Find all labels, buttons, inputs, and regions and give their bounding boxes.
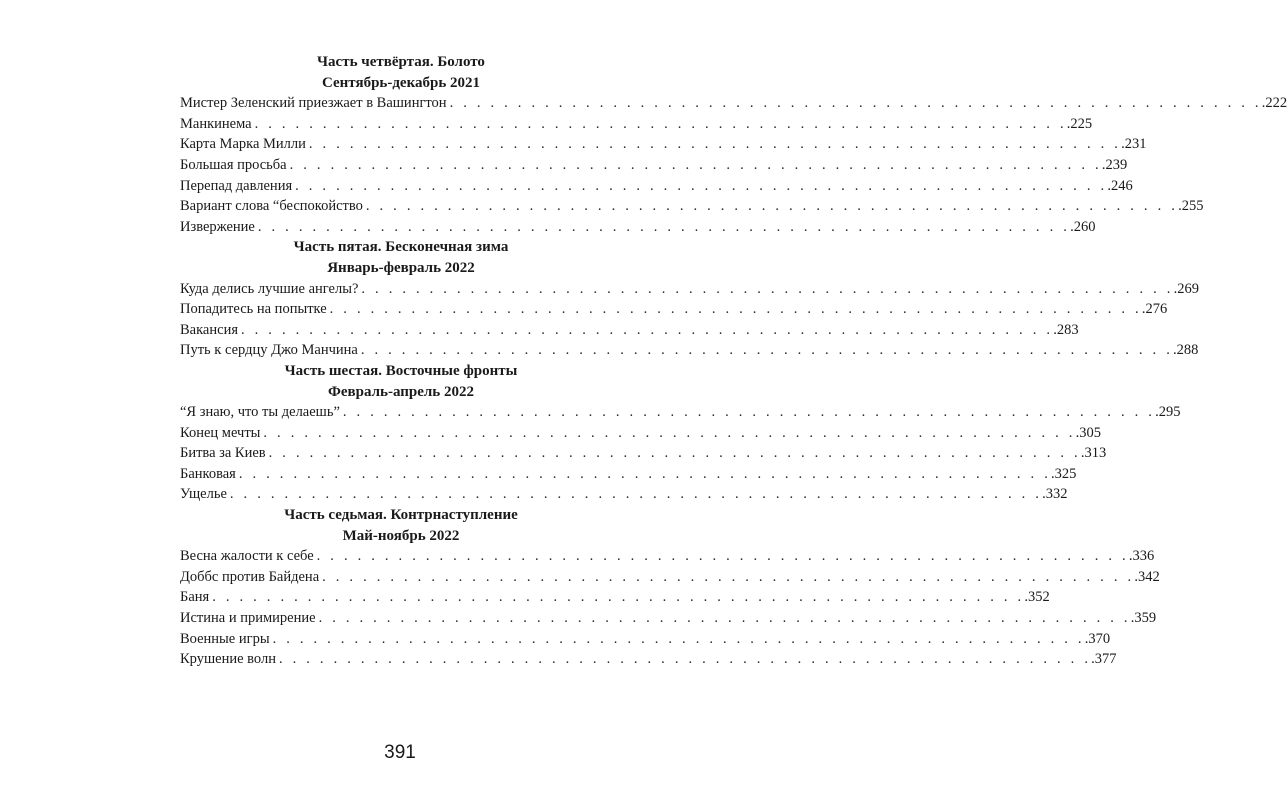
entry-page-number: .276 [1141, 301, 1168, 318]
toc-entry [180, 464, 1077, 485]
part-title: Часть седьмая. Контрнаступление [284, 507, 518, 524]
toc-entry [180, 587, 1050, 608]
entry-title: Манкинема [180, 115, 252, 132]
entry-page-number: .377 [1091, 651, 1117, 668]
entry-title: Попадитесь на попытке [180, 301, 327, 318]
toc-entry [180, 320, 1079, 341]
dot-leader: . . . . . . . . . . . . . . . . . . . . . . . . . . . . . . . . . . . . . . . . . . . . . . . . . . . . . . . . . . . . [238, 465, 1052, 482]
toc-entry [180, 629, 1111, 650]
dot-leader: . . . . . . . . . . . . . . . . . . . . . . . . . . . . . . . . . . . . . . . . . . . . . . . . . . . . . . . . . . . . [295, 177, 1108, 194]
part-dates: Май-ноябрь 2022 [342, 527, 460, 544]
part-title: Часть шестая. Восточные фронты [284, 362, 518, 379]
toc-entry [180, 484, 1068, 505]
entry-page-number: .332 [1042, 486, 1068, 503]
part-dates: Февраль-апрель 2022 [327, 383, 474, 400]
dot-leader: . . . . . . . . . . . . . . . . . . . . . . . . . . . . . . . . . . . . . . . . . . . . . . . . . . . . . . . . . . . . [322, 568, 1135, 585]
entry-title: Доббс против Байдена [180, 568, 320, 585]
toc-part [180, 237, 1199, 361]
dot-leader: . . . . . . . . . . . . . . . . . . . . . . . . . . . . . . . . . . . . . . . . . . . . . . . . . . . . . . . . . . . . [272, 630, 1085, 647]
toc-entry [180, 299, 1168, 320]
toc-entry [180, 217, 1096, 238]
dot-leader: . . . . . . . . . . . . . . . . . . . . . . . . . . . . . . . . . . . . . . . . . . . . . . . . . . . . . . . . . . . . [449, 95, 1262, 112]
dot-leader: . . . . . . . . . . . . . . . . . . . . . . . . . . . . . . . . . . . . . . . . . . . . . . . . . . . . . . . . . . . . [278, 651, 1092, 668]
entry-title: Перепад давления [180, 177, 293, 194]
toc-entry [180, 608, 1157, 629]
part-dates: Январь-февраль 2022 [327, 259, 475, 276]
entry-title: “Я знаю, что ты делаешь” [180, 404, 340, 421]
entry-title: Военные игры [180, 630, 270, 647]
toc-entry [180, 443, 1107, 464]
dot-leader: . . . . . . . . . . . . . . . . . . . . . . . . . . . . . . . . . . . . . . . . . . . . . . . . . . . . . . . . . . . . [289, 156, 1102, 173]
entry-page-number: .255 [1178, 198, 1204, 215]
toc-entry [180, 402, 1181, 423]
dot-leader: . . . . . . . . . . . . . . . . . . . . . . . . . . . . . . . . . . . . . . . . . . . . . . . . . . . . . . . . . . . . [318, 610, 1131, 627]
entry-title: Истина и примирение [180, 610, 316, 627]
entry-title: Карта Марка Милли [180, 136, 306, 153]
entry-page-number: .260 [1070, 218, 1096, 235]
entry-title: Вариант слова “беспокойство [180, 198, 363, 215]
entry-title: Битва за Киев [180, 445, 266, 462]
dot-leader: . . . . . . . . . . . . . . . . . . . . . . . . . . . . . . . . . . . . . . . . . . . . . . . . . . . . . . . . . . . . [316, 548, 1129, 565]
part-title: Часть четвёртая. Болото [317, 54, 485, 70]
toc-part [180, 52, 1287, 237]
entry-title: Путь к сердцу Джо Манчина [180, 342, 358, 359]
entry-page-number: .225 [1066, 115, 1093, 132]
toc-entry [180, 279, 1199, 300]
entry-page-number: .246 [1107, 177, 1133, 194]
entry-title: Банковая [180, 465, 236, 482]
entry-page-number: .269 [1173, 280, 1199, 297]
entry-page-number: .283 [1053, 321, 1079, 338]
entry-title: Ущелье [180, 486, 227, 503]
dot-leader: . . . . . . . . . . . . . . . . . . . . . . . . . . . . . . . . . . . . . . . . . . . . . . . . . . . . . . . . . . . . [329, 301, 1142, 318]
entry-page-number: .370 [1084, 630, 1111, 647]
toc-entry [180, 176, 1133, 197]
dot-leader: . . . . . . . . . . . . . . . . . . . . . . . . . . . . . . . . . . . . . . . . . . . . . . . . . . . . . . . . . . . . [342, 404, 1156, 421]
dot-leader: . . . . . . . . . . . . . . . . . . . . . . . . . . . . . . . . . . . . . . . . . . . . . . . . . . . . . . . . . . . . [257, 218, 1071, 235]
dot-leader: . . . . . . . . . . . . . . . . . . . . . . . . . . . . . . . . . . . . . . . . . . . . . . . . . . . . . . . . . . . . [263, 424, 1076, 441]
page-number: 391 [384, 742, 416, 763]
toc-part [180, 361, 1181, 505]
part-dates: Сентябрь-декабрь 2021 [321, 74, 481, 91]
toc-entry [180, 134, 1147, 155]
toc-entry [180, 567, 1160, 588]
dot-leader: . . . . . . . . . . . . . . . . . . . . . . . . . . . . . . . . . . . . . . . . . . . . . . . . . . . . . . . . . . . . [241, 321, 1054, 338]
entry-page-number: .336 [1128, 548, 1155, 565]
entry-page-number: .325 [1051, 465, 1077, 482]
toc-entry [180, 196, 1204, 217]
toc-entry [180, 114, 1093, 135]
entry-page-number: .239 [1101, 156, 1128, 173]
entry-page-number: .313 [1080, 445, 1107, 462]
entry-page-number: .342 [1134, 568, 1160, 585]
toc-entry [180, 546, 1155, 567]
entry-page-number: .231 [1121, 136, 1147, 153]
dot-leader: . . . . . . . . . . . . . . . . . . . . . . . . . . . . . . . . . . . . . . . . . . . . . . . . . . . . . . . . . . . . [365, 198, 1179, 215]
entry-title: Большая просьба [180, 156, 287, 173]
part-title: Часть пятая. Бесконечная зима [293, 239, 509, 256]
dot-leader: . . . . . . . . . . . . . . . . . . . . . . . . . . . . . . . . . . . . . . . . . . . . . . . . . . . . . . . . . . . . [254, 115, 1067, 132]
table-of-contents [180, 52, 1287, 670]
entry-page-number: .222 [1261, 95, 1287, 112]
entry-title: Вакансия [180, 321, 238, 338]
toc-entry [180, 340, 1199, 361]
dot-leader: . . . . . . . . . . . . . . . . . . . . . . . . . . . . . . . . . . . . . . . . . . . . . . . . . . . . . . . . . . . . [308, 136, 1122, 153]
toc-entry [180, 155, 1128, 176]
entry-title: Весна жалости к себе [180, 548, 314, 565]
dot-leader: . . . . . . . . . . . . . . . . . . . . . . . . . . . . . . . . . . . . . . . . . . . . . . . . . . . . . . . . . . . . [229, 486, 1043, 503]
dot-leader: . . . . . . . . . . . . . . . . . . . . . . . . . . . . . . . . . . . . . . . . . . . . . . . . . . . . . . . . . . . . [361, 280, 1174, 297]
entry-page-number: .359 [1130, 610, 1157, 627]
dot-leader: . . . . . . . . . . . . . . . . . . . . . . . . . . . . . . . . . . . . . . . . . . . . . . . . . . . . . . . . . . . . [268, 445, 1081, 462]
toc-entry [180, 423, 1101, 444]
dot-leader: . . . . . . . . . . . . . . . . . . . . . . . . . . . . . . . . . . . . . . . . . . . . . . . . . . . . . . . . . . . . [360, 342, 1174, 359]
toc-entry [180, 649, 1117, 670]
toc-part [180, 505, 1160, 670]
toc-entry [180, 93, 1287, 114]
dot-leader: . . . . . . . . . . . . . . . . . . . . . . . . . . . . . . . . . . . . . . . . . . . . . . . . . . . . . . . . . . . . [212, 589, 1025, 606]
entry-page-number: .288 [1173, 342, 1199, 359]
entry-page-number: .295 [1155, 404, 1181, 421]
entry-title: Конец мечты [180, 424, 261, 441]
entry-title: Баня [180, 589, 210, 606]
entry-page-number: .305 [1075, 424, 1101, 441]
entry-page-number: .352 [1024, 589, 1050, 606]
entry-title: Крушение волн [180, 651, 276, 668]
entry-title: Извержение [180, 218, 255, 235]
entry-title: Куда делись лучшие ангелы? [180, 280, 359, 297]
entry-title: Мистер Зеленский приезжает в Вашингтон [180, 95, 447, 112]
